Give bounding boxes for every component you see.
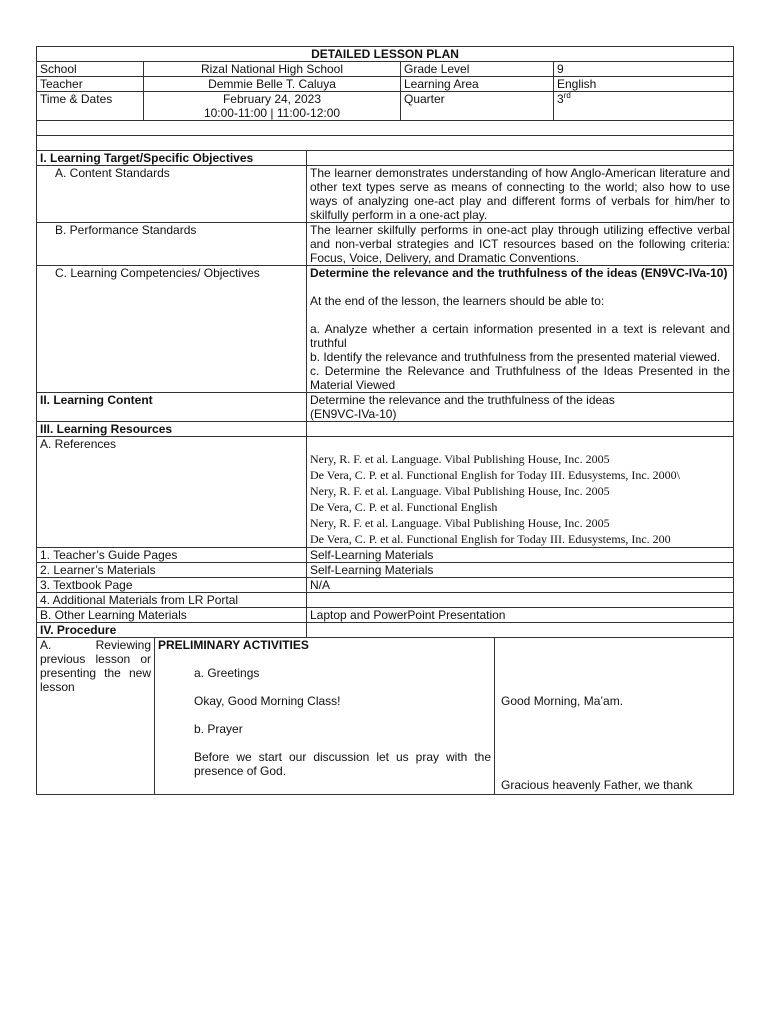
area-value: English	[554, 77, 734, 92]
empty-cell	[307, 623, 734, 638]
procedure-step-label: A. Reviewing previous lesson or presenting the new lesson	[37, 638, 155, 795]
main-table	[36, 150, 734, 638]
quarter-label: Quarter	[401, 92, 554, 121]
competency-item-a: a. Analyze whether a certain information presented in a text is relevant and truthful	[310, 322, 730, 350]
school-value: Rizal National High School	[144, 62, 401, 77]
reference-item: Nery, R. F. et al. Language. Vibal Publishing House, Inc. 2005	[310, 484, 610, 498]
competencies-cell	[307, 266, 734, 393]
area-label: Learning Area	[401, 77, 554, 92]
quarter-suffix: rd	[563, 91, 571, 100]
prayer-label: b. Prayer	[194, 722, 243, 736]
blank-row	[37, 136, 734, 151]
performance-standards-label: B. Performance Standards	[37, 223, 307, 266]
greetings-label: a. Greetings	[194, 666, 260, 680]
competency-title: Determine the relevance and the truthfulness of the ideas (EN9VC-IVa-10)	[310, 266, 728, 280]
empty-cell	[307, 422, 734, 437]
resource-value	[307, 593, 734, 608]
resource-value: Self-Learning Materials	[307, 563, 734, 578]
resource-label: B. Other Learning Materials	[37, 608, 307, 623]
content-standards-label: A. Content Standards	[37, 166, 307, 223]
reference-item: Nery, R. F. et al. Language. Vibal Publishing House, Inc. 2005	[310, 452, 610, 466]
grade-label: Grade Level	[401, 62, 554, 77]
content-standards-text: The learner demonstrates understanding of how Anglo-American literature and other text types serve as means of connecting to the world; also how to use ways of analyzing one-act play and different forms of verbals for him/her to skilfully perform in a one-act play.	[307, 166, 734, 223]
resource-label: 2. Learner’s Materials	[37, 563, 307, 578]
quarter-cell	[554, 92, 734, 121]
document-title: DETAILED LESSON PLAN	[37, 47, 734, 62]
date-value: February 24, 2023	[222, 92, 322, 106]
competency-item-c: c. Determine the Relevance and Truthfulness of the Ideas Presented in the Material Viewed	[310, 364, 730, 392]
objectives-heading: I. Learning Target/Specific Objectives	[37, 151, 307, 166]
learning-content-heading: II. Learning Content	[37, 393, 307, 422]
time-label: Time & Dates	[37, 92, 144, 121]
reference-item: De Vera, C. P. et al. Functional English for Today III. Edusystems, Inc. 200	[310, 532, 671, 546]
references-label: A. References	[37, 437, 307, 548]
school-label: School	[37, 62, 144, 77]
grade-value: 9	[554, 62, 734, 77]
header-table	[36, 46, 734, 151]
teacher-prayer: Before we start our discussion let us pray with the presence of God.	[194, 750, 491, 778]
procedure-table	[36, 637, 734, 795]
competencies-label: C. Learning Competencies/ Objectives	[37, 266, 307, 393]
resource-label: 3. Textbook Page	[37, 578, 307, 593]
references-cell	[307, 437, 734, 548]
preliminary-heading: PRELIMINARY ACTIVITIES	[158, 638, 309, 652]
blank-row	[37, 121, 734, 136]
resource-value: Laptop and PowerPoint Presentation	[307, 608, 734, 623]
learning-content-line1: Determine the relevance and the truthfulness of the ideas	[310, 393, 615, 407]
competency-intro: At the end of the lesson, the learners should be able to:	[310, 294, 605, 308]
teacher-activity-cell	[155, 638, 495, 795]
reference-item: Nery, R. F. et al. Language. Vibal Publishing House, Inc. 2005	[310, 516, 610, 530]
resource-value: N/A	[307, 578, 734, 593]
resource-value: Self-Learning Materials	[307, 548, 734, 563]
competency-item-b: b. Identify the relevance and truthfulness from the presented material viewed.	[310, 350, 721, 364]
resource-label: 4. Additional Materials from LR Portal	[37, 593, 307, 608]
reference-item: De Vera, C. P. et al. Functional English for Today III. Edusystems, Inc. 2000\	[310, 468, 680, 482]
quarter-value: 3	[557, 92, 564, 106]
time-dates-cell	[144, 92, 401, 121]
procedure-heading: IV. Procedure	[37, 623, 307, 638]
reference-item: De Vera, C. P. et al. Functional English	[310, 500, 498, 514]
teacher-greeting: Okay, Good Morning Class!	[194, 694, 341, 708]
performance-standards-text: The learner skilfully performs in one-act play through utilizing effective verbal and non-verbal strategies and ICT resources based on the following criteria: Focus, Voice, Delivery, and Dramatic Conventions.	[307, 223, 734, 266]
learning-content-line2: (EN9VC-IVa-10)	[310, 407, 397, 421]
student-prayer: Gracious heavenly Father, we thank	[501, 778, 693, 792]
student-greeting: Good Morning, Ma’am.	[501, 694, 624, 708]
empty-cell	[307, 151, 734, 166]
learning-content-cell	[307, 393, 734, 422]
time-value: 10:00-11:00 | 11:00-12:00	[203, 106, 341, 120]
teacher-label: Teacher	[37, 77, 144, 92]
resources-heading: III. Learning Resources	[37, 422, 307, 437]
lesson-plan-page	[36, 46, 733, 795]
resource-label: 1. Teacher’s Guide Pages	[37, 548, 307, 563]
student-activity-cell	[495, 638, 734, 795]
teacher-value: Demmie Belle T. Caluya	[144, 77, 401, 92]
